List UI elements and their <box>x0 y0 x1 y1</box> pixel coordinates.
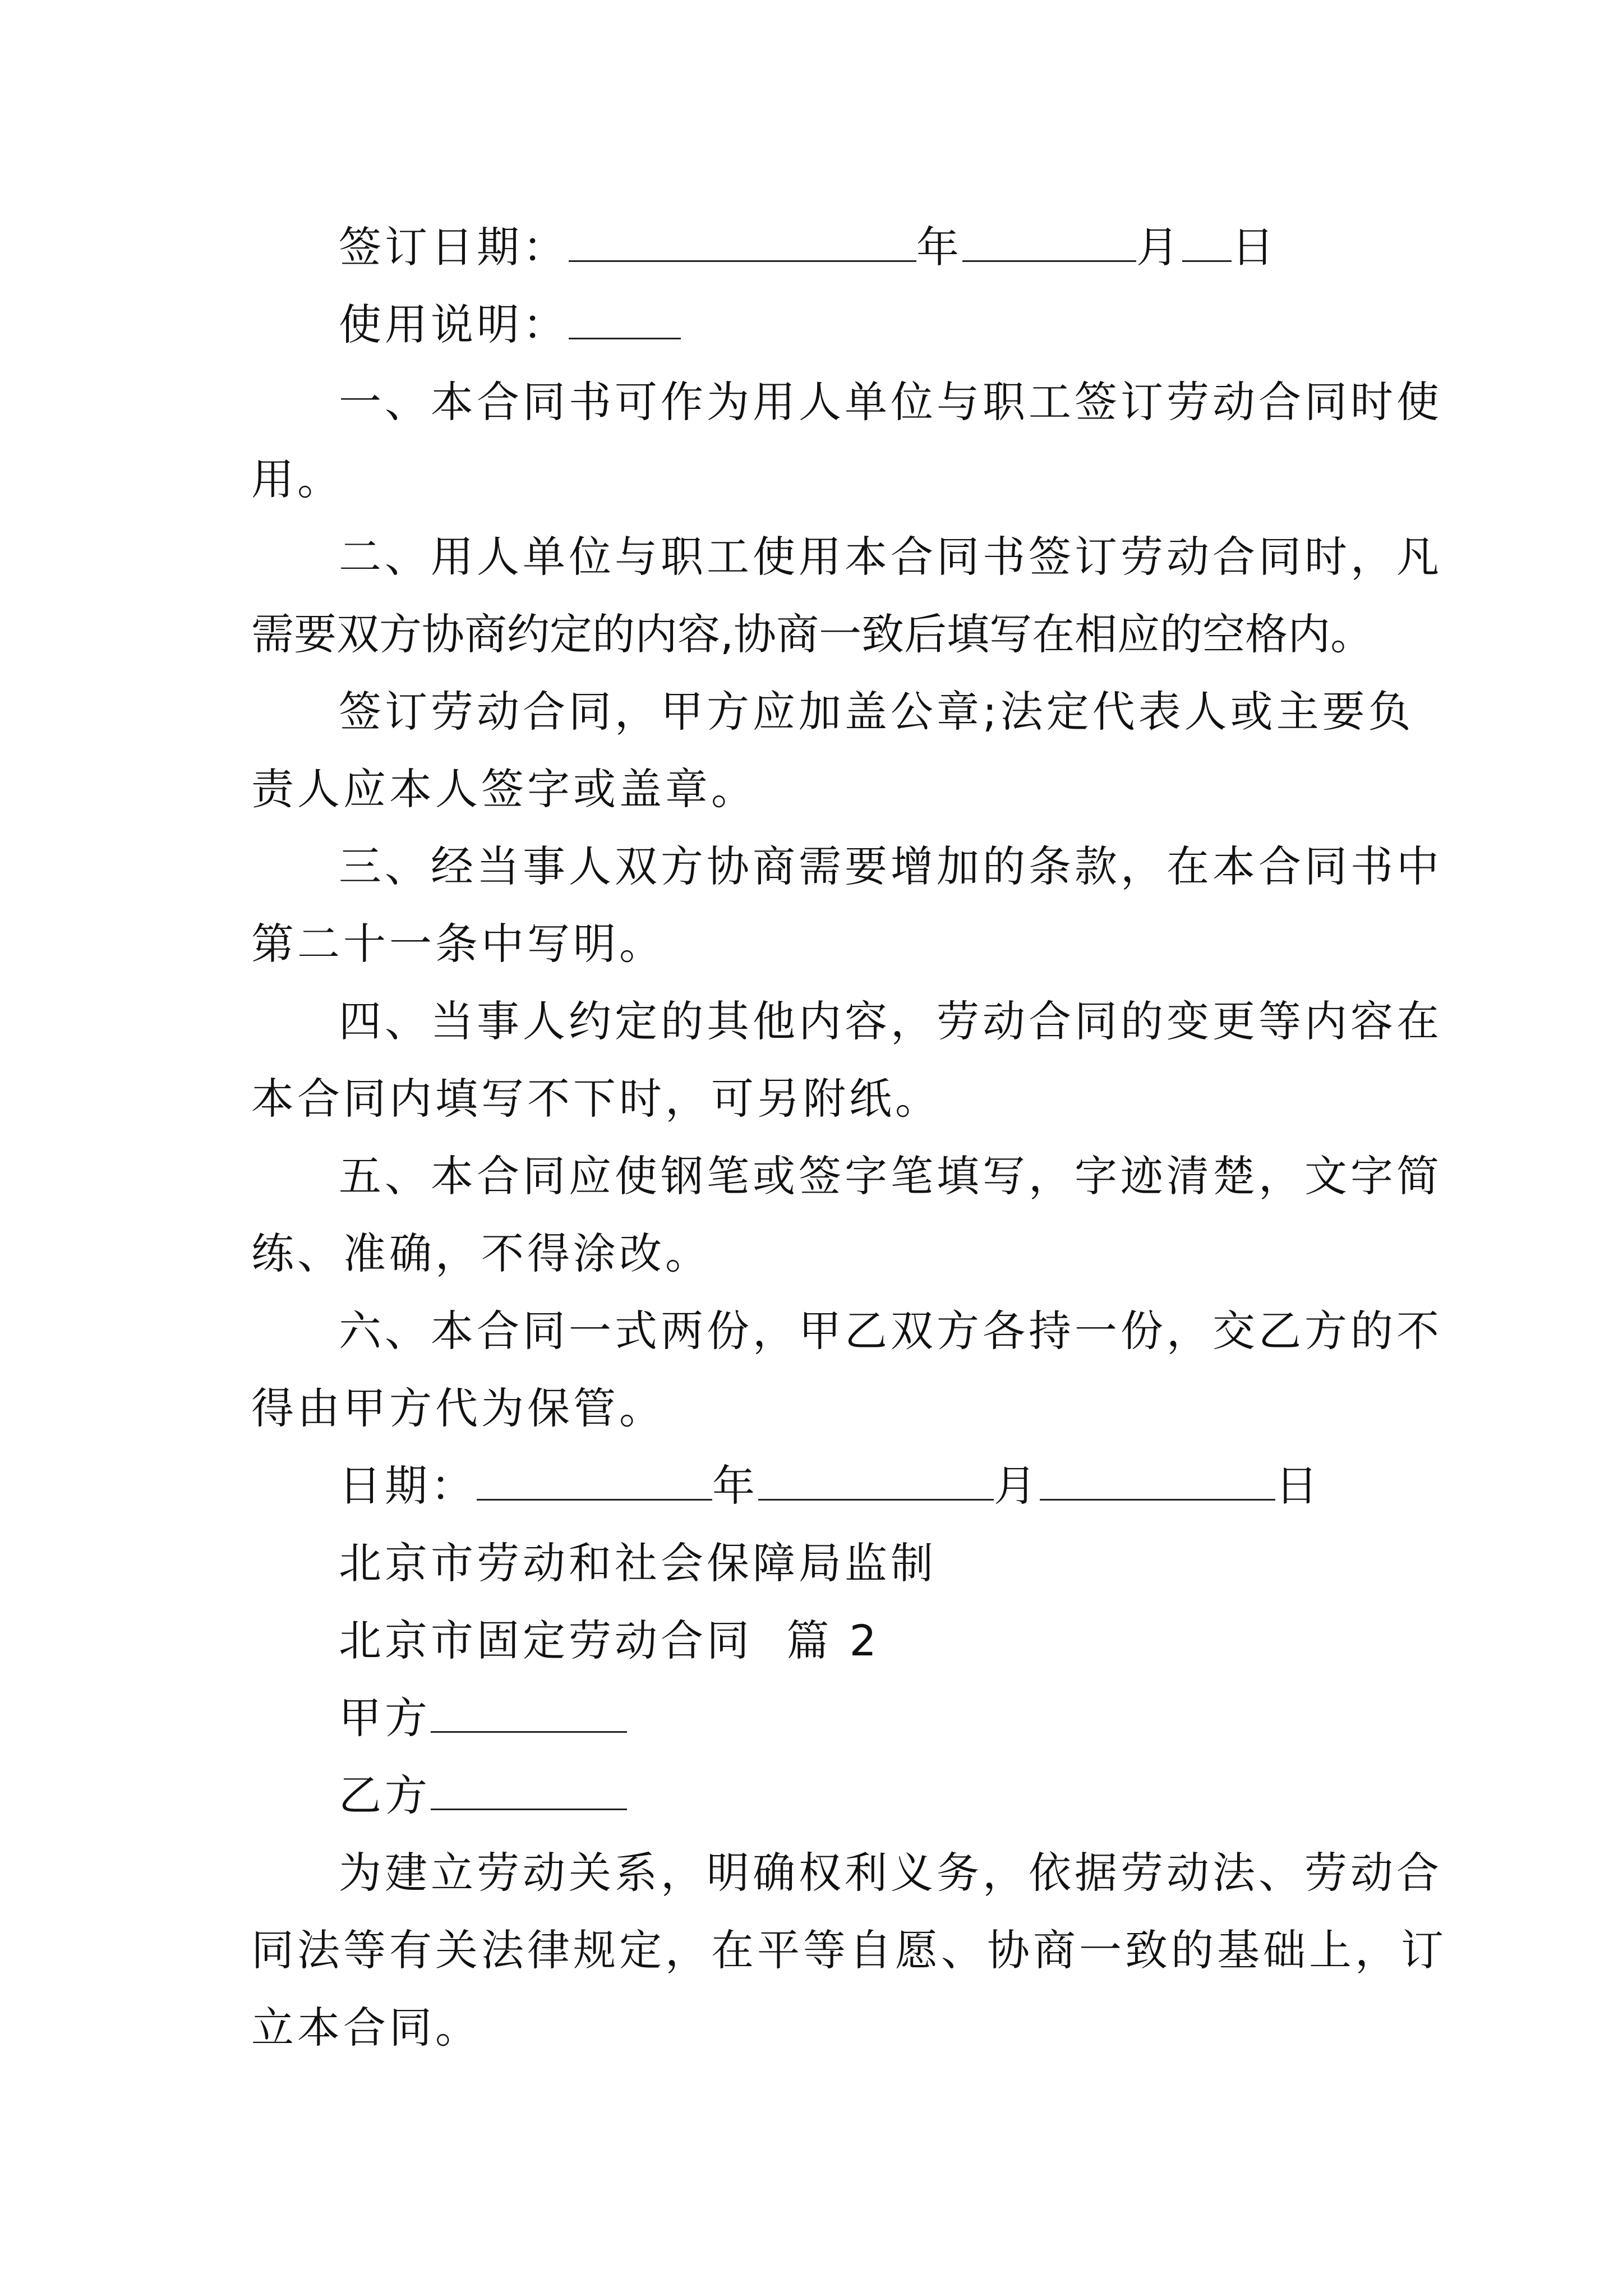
sign-date-month-blank <box>962 227 1136 262</box>
item-1-line-1: 一、本合同书可作为用人单位与职工签订劳动合同时使 <box>339 377 1442 427</box>
item-3-line-2: 第二十一条中写明。 <box>251 919 665 969</box>
party-b-line <box>251 1757 1390 1834</box>
item-2-line-2: 需要双方协商约定的内容,协商一致后填写在相应的空格内。 <box>251 609 1373 659</box>
party-a-line <box>251 1680 1390 1757</box>
date-label: 日期： <box>339 1461 477 1511</box>
section-title: 北京市固定劳动合同 篇 2 <box>339 1616 880 1665</box>
supervisor-line: 北京市劳动和社会保障局监制 <box>339 1538 937 1588</box>
item-2b-line-1: 签订劳动合同，甲方应加盖公章;法定代表人或主要负 <box>339 687 1414 737</box>
item-3-line-1: 三、经当事人双方协商需要增加的条款，在本合同书中 <box>339 841 1442 891</box>
party-b-blank <box>431 1775 627 1810</box>
item-2b-line-2: 责人应本人签字或盖章。 <box>251 764 757 814</box>
intro-line-2: 同法等有关法律规定，在平等自愿、协商一致的基础上，订 <box>251 1925 1447 1975</box>
sign-date-day-blank <box>1182 227 1232 262</box>
sign-date-label: 签订日期： <box>339 222 569 272</box>
item-4-line-2: 本合同内填写不下时，可另附纸。 <box>251 1074 941 1124</box>
item-1-line-2: 用。 <box>251 454 343 504</box>
date-year-label: 年 <box>712 1461 758 1511</box>
date-year-blank <box>477 1465 712 1501</box>
item-4-line-1: 四、当事人约定的其他内容，劳动合同的变更等内容在 <box>339 996 1442 1046</box>
item-2-line-1: 二、用人单位与职工使用本合同书签订劳动合同时，凡 <box>339 532 1442 582</box>
document-body <box>251 209 1447 2067</box>
intro-line-1: 为建立劳动关系，明确权利义务，依据劳动法、劳动合 <box>339 1848 1442 1898</box>
sign-date-year-blank <box>569 227 916 262</box>
usage-blank <box>569 304 681 339</box>
date-day-blank <box>1040 1465 1275 1501</box>
usage-line <box>251 286 1390 364</box>
date-line <box>251 1447 1390 1525</box>
date-day-label: 日 <box>1275 1461 1321 1511</box>
party-b-label: 乙方 <box>339 1770 431 1820</box>
date-month-label: 月 <box>994 1461 1040 1511</box>
sign-date-line <box>251 209 1390 286</box>
sign-date-day-label: 日 <box>1232 222 1278 272</box>
intro-line-3: 立本合同。 <box>251 2003 481 2053</box>
party-a-label: 甲方 <box>339 1693 431 1743</box>
date-month-blank <box>758 1465 994 1501</box>
item-6-line-1: 六、本合同一式两份，甲乙双方各持一份，交乙方的不 <box>339 1306 1442 1356</box>
item-5-line-2: 练、准确，不得涂改。 <box>251 1228 711 1278</box>
item-5-line-1: 五、本合同应使钢笔或签字笔填写，字迹清楚，文字简 <box>339 1151 1442 1201</box>
party-a-blank <box>431 1697 627 1733</box>
item-6-line-2: 得由甲方代为保管。 <box>251 1383 665 1433</box>
usage-label: 使用说明： <box>339 300 569 349</box>
sign-date-year-label: 年 <box>916 222 962 272</box>
sign-date-month-label: 月 <box>1136 222 1182 272</box>
